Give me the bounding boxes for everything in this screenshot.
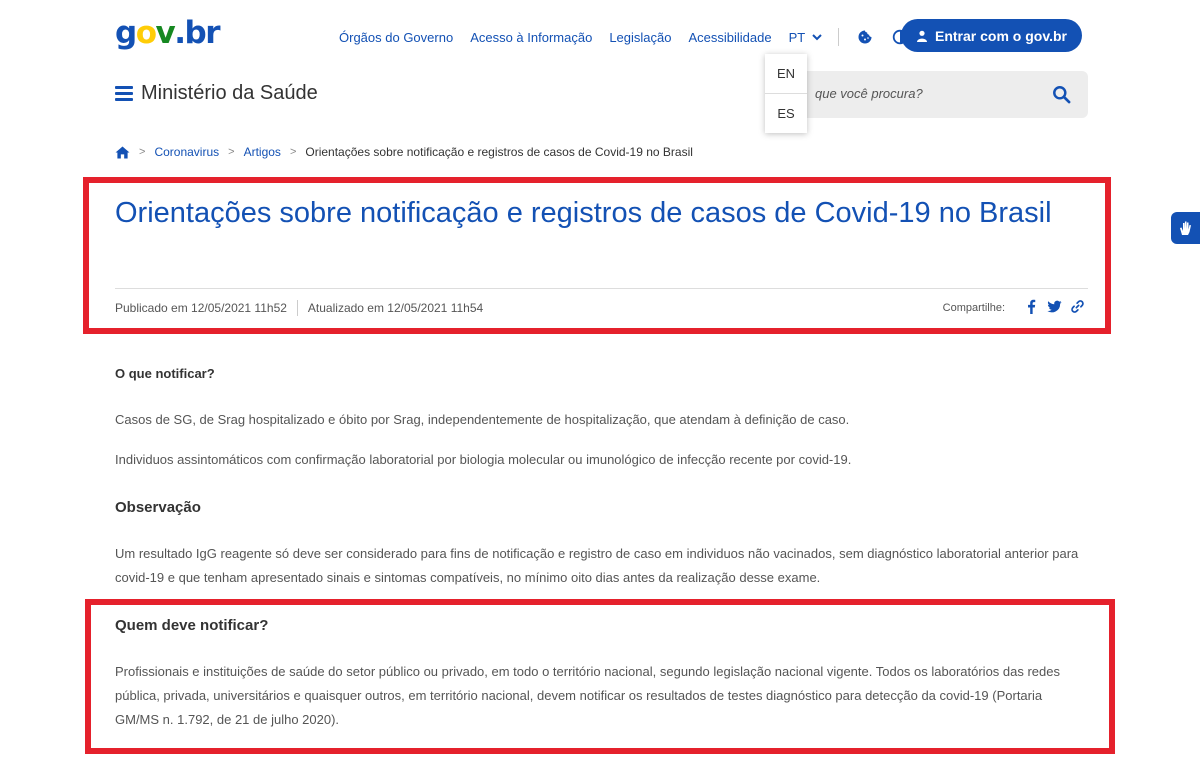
share-label: Compartilhe:	[942, 302, 1005, 314]
breadcrumb-coronavirus[interactable]: Coronavirus	[154, 145, 220, 159]
nav-acesso-a-informacao[interactable]: Acesso à Informação	[470, 29, 593, 45]
language-dropdown	[765, 54, 807, 133]
login-button-label: Entrar com o gov.br	[935, 27, 1067, 44]
paragraph-quem-deve-notificar: Profissionais e instituições de saúde do setor público ou privado, em todo o território nacional, segundo legislação nacional vigente. Todos os laboratórios das redes pública, privada, universitários e quaisquer outros, em território nacional, devem notificar os resultados de testes diagnóstico para detecção da covid-19 (Portaria GM/MS n. 1.792, de 21 de julho 2020).	[115, 664, 1061, 727]
sign-language-icon	[1177, 219, 1195, 237]
menu-icon[interactable]	[115, 86, 133, 101]
breadcrumb	[115, 145, 693, 159]
breadcrumb-current: Orientações sobre notificação e registros de casos de Covid-19 no Brasil	[305, 145, 693, 159]
sign-language-widget[interactable]	[1171, 212, 1200, 244]
link-icon[interactable]	[1070, 299, 1085, 314]
ministry-name[interactable]: Ministério da Saúde	[141, 82, 318, 104]
chevron-down-icon	[812, 32, 822, 42]
header-divider	[838, 28, 839, 46]
meta-separator	[297, 300, 298, 316]
cookie-icon[interactable]	[857, 29, 873, 45]
language-option-en[interactable]: EN	[776, 66, 796, 81]
page-title: Orientações sobre notificação e registros de casos de Covid-19 no Brasil	[115, 197, 1052, 229]
breadcrumb-separator: >	[228, 146, 235, 158]
home-icon[interactable]	[115, 146, 130, 159]
heading-observacao: Observação	[115, 499, 201, 516]
published-date: Publicado em 12/05/2021 11h52	[115, 301, 287, 315]
breadcrumb-separator: >	[289, 146, 297, 158]
gov-br-logo[interactable]: g o v . b r	[115, 15, 220, 51]
language-selector[interactable]	[789, 30, 823, 45]
search-input[interactable]	[785, 71, 1088, 118]
language-current: PT	[788, 29, 806, 45]
paragraph-o-que-notificar-2: Individuos assintomáticos com confirmação laboratorial por biologia molecular ou imunológico de infecção recente por covid-19.	[115, 452, 852, 467]
meta-divider	[115, 288, 1088, 289]
ministry-header	[115, 82, 318, 105]
top-navigation	[339, 28, 927, 46]
publication-meta	[115, 300, 483, 316]
language-option-es[interactable]: ES	[765, 93, 807, 132]
breadcrumb-artigos[interactable]: Artigos	[243, 145, 281, 159]
search-icon[interactable]	[1052, 85, 1071, 104]
paragraph-o-que-notificar-1: Casos de SG, de Srag hospitalizado e óbito por Srag, independentemente de hospitalização, que atendam à definição de caso.	[115, 412, 850, 427]
nav-acessibilidade[interactable]: Acessibilidade	[688, 29, 772, 45]
facebook-icon[interactable]	[1024, 299, 1039, 314]
login-button[interactable]	[901, 19, 1082, 52]
updated-date: Atualizado em 12/05/2021 11h54	[307, 301, 484, 315]
search-placeholder: que você procura?	[815, 86, 923, 101]
nav-legislacao[interactable]: Legislação	[609, 29, 672, 45]
twitter-icon[interactable]	[1047, 299, 1062, 314]
paragraph-observacao: Um resultado IgG reagente só deve ser considerado para fins de notificação e registro de caso em individuos não vacinados, sem diagnóstico laboratorial anterior para covid-19 e que tenham apresentado sinais e sintomas compatíveis, no mínimo oito dias antes da realização desse exame.	[115, 546, 1079, 585]
heading-o-que-notificar: O que notificar?	[115, 366, 215, 381]
share-bar	[943, 298, 1085, 314]
user-icon	[916, 30, 928, 42]
nav-orgaos-do-governo[interactable]: Órgãos do Governo	[339, 29, 454, 45]
breadcrumb-separator: >	[139, 146, 146, 158]
heading-quem-deve-notificar: Quem deve notificar?	[115, 617, 269, 634]
